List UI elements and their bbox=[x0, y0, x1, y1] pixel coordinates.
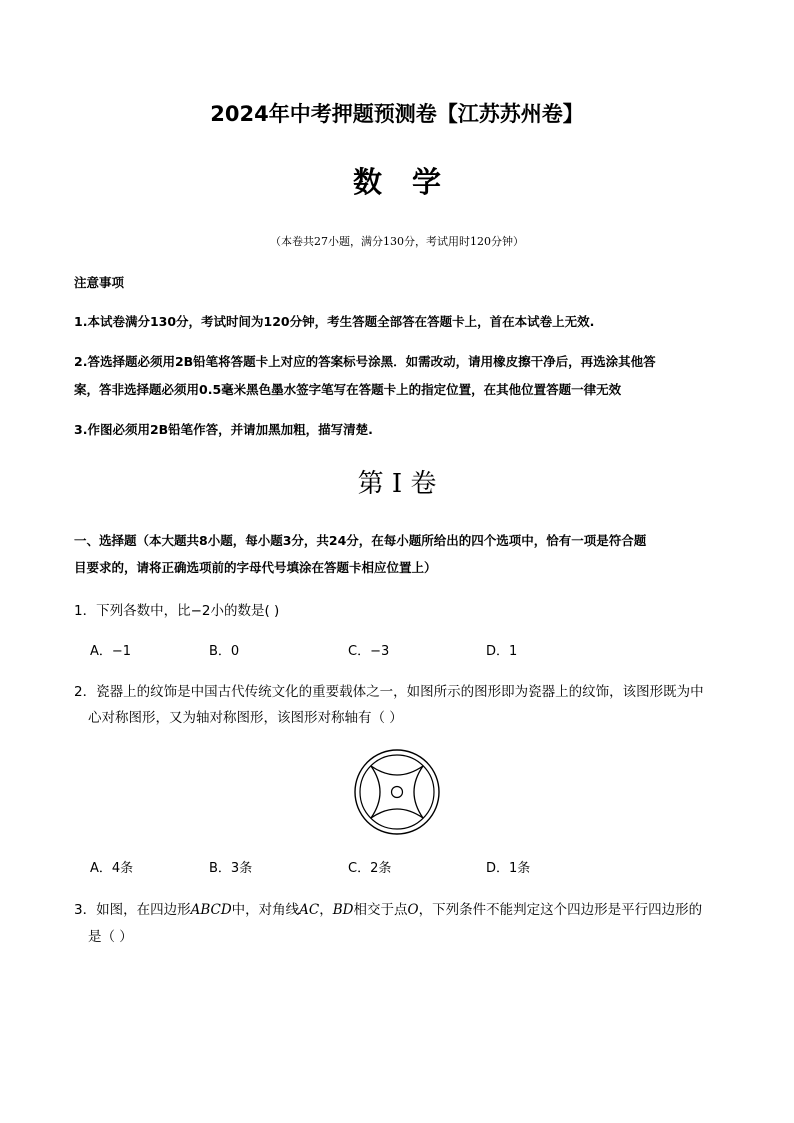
q3-suffix: ，下列条件不能判定这个四边形是平行四边形的 bbox=[418, 902, 703, 918]
q3-quadrilateral: ABCD bbox=[190, 902, 232, 918]
subject-title: 数学 bbox=[352, 165, 471, 199]
question-3-stem-line-1 bbox=[74, 898, 702, 918]
notice-item-2-line-2: 案，答非选择题必须用0.5毫米黑色墨水签字笔写在答题卡上的指定位置，在其他位置答题一律无效 bbox=[74, 382, 622, 397]
question-3-stem-line-2: 是（ ） bbox=[88, 929, 133, 945]
volume-title: 第 I 卷 bbox=[357, 469, 437, 499]
notice-item-3: 3.作图必须用2B铅笔作答，并请加黑加粗，描写清楚. bbox=[74, 422, 373, 437]
section-heading-line-1: 一、选择题（本大题共8小题，每小题3分，共24分，在每小题所给出的四个选项中，恰有一项是符合题 bbox=[74, 533, 647, 548]
q3-separator: ， bbox=[319, 902, 333, 918]
question-1-stem: 1．下列各数中，比−2小的数是( ) bbox=[74, 603, 280, 619]
q3-mid2: 相交于点 bbox=[353, 902, 408, 918]
q3-diagonal-bd: BD bbox=[332, 902, 354, 918]
question-1-option-b[interactable]: B．0 bbox=[209, 644, 240, 659]
notice-item-2-line-1: 2.答选择题必须用2B铅笔将答题卡上对应的答案标号涂黑．如需改动，请用橡皮擦干净后，再选涂其他答 bbox=[74, 354, 656, 369]
porcelain-pattern-figure bbox=[322, 746, 472, 838]
outer-circle bbox=[355, 750, 439, 834]
question-1-option-a[interactable]: A．−1 bbox=[90, 644, 132, 659]
exam-info: （本卷共27小题，满分130分，考试用时120分钟） bbox=[270, 235, 524, 248]
center-circle bbox=[392, 787, 403, 798]
concave-square-shape bbox=[371, 766, 423, 818]
question-2-stem-line-2: 心对称图形，又为轴对称图形，该图形对称轴有（ ） bbox=[88, 710, 403, 726]
question-2-stem-line-1: 2．瓷器上的纹饰是中国古代传统文化的重要载体之一，如图所示的图形即为瓷器上的纹饰，该图形既为中 bbox=[74, 684, 704, 700]
q3-prefix: 3．如图，在四边形 bbox=[74, 902, 191, 918]
q3-mid1: 中，对角线 bbox=[231, 902, 300, 918]
question-1-option-d[interactable]: D．1 bbox=[486, 644, 518, 659]
question-2-option-b[interactable]: B．3条 bbox=[209, 861, 253, 876]
notice-heading: 注意事项 bbox=[74, 275, 125, 290]
section-heading-line-2: 目要求的，请将正确选项前的字母代号填涂在答题卡相应位置上） bbox=[74, 560, 437, 575]
question-2-option-d[interactable]: D．1条 bbox=[486, 861, 531, 876]
q3-point-o: O bbox=[407, 902, 419, 918]
notice-item-1: 1.本试卷满分130分，考试时间为120分钟，考生答题全部答在答题卡上，首在本试卷上无效. bbox=[74, 314, 595, 329]
question-2-option-a[interactable]: A．4条 bbox=[90, 861, 134, 876]
question-1-option-c[interactable]: C．−3 bbox=[348, 644, 390, 659]
exam-title: 2024年中考押题预测卷【江苏苏州卷】 bbox=[210, 102, 584, 126]
q3-diagonal-ac: AC bbox=[299, 902, 320, 918]
question-2-option-c[interactable]: C．2条 bbox=[348, 861, 392, 876]
